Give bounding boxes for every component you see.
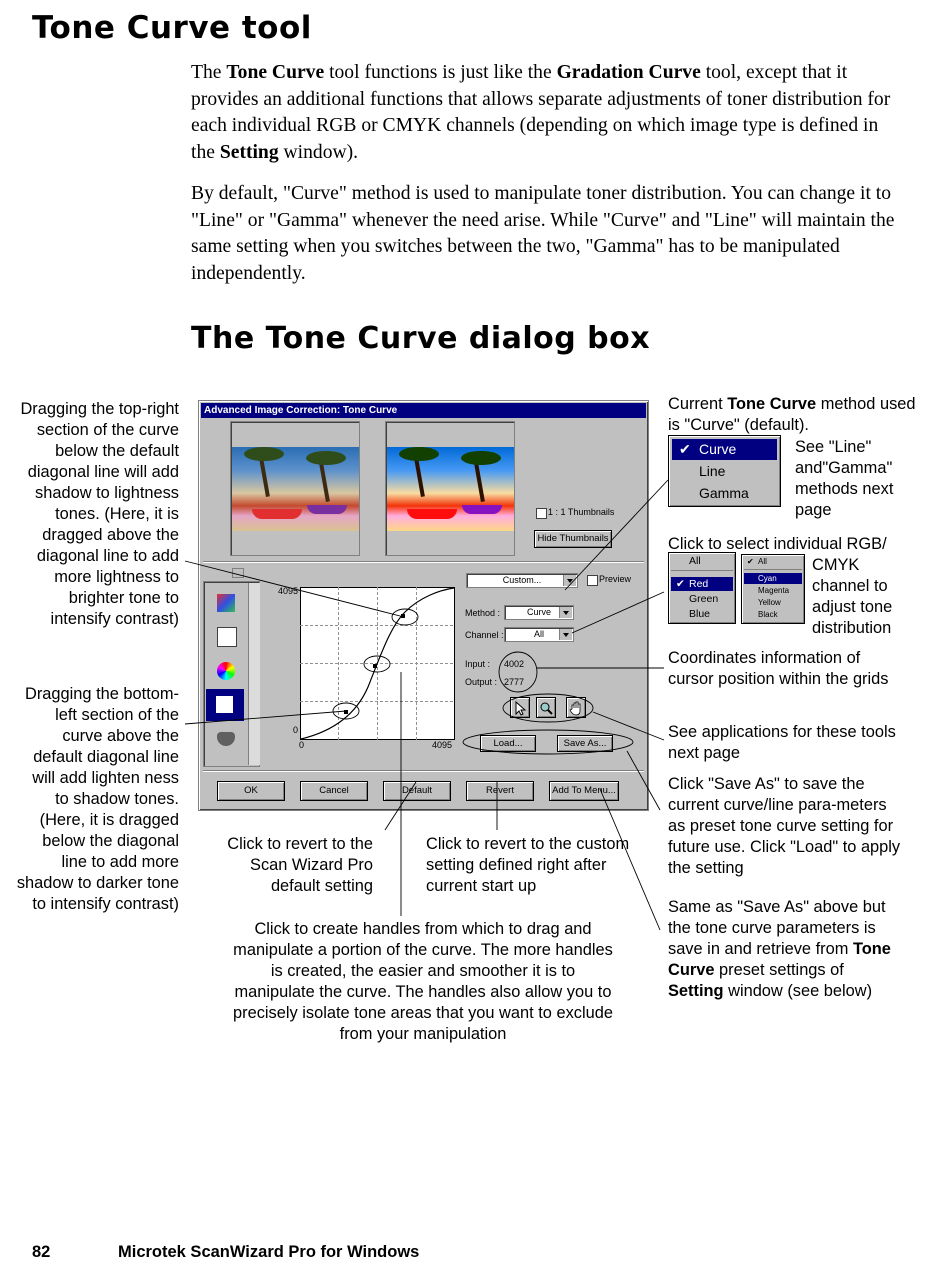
channel-select[interactable] bbox=[504, 627, 574, 642]
tool-strip bbox=[203, 581, 260, 767]
zoom-tool-button[interactable] bbox=[536, 697, 556, 718]
after-thumbnail-frame bbox=[385, 421, 515, 556]
divider bbox=[203, 561, 644, 562]
method-popup bbox=[668, 435, 781, 507]
annotation-other-methods: See "Line" and"Gamma" methods next page bbox=[795, 438, 894, 519]
strip-arrow-icon[interactable] bbox=[232, 568, 244, 578]
annotation-add-to-menu: Same as "Save As" above but the tone curve parameters is save in and retrieve from Tone Curve preset settings of Setting window (see below) bbox=[668, 898, 891, 1000]
axis-zero-y-label: 0 bbox=[293, 725, 299, 735]
annotation-tools: See applications for these tools next page bbox=[668, 723, 896, 762]
intro-paragraph: The Tone Curve tool functions is just like the Gradation Curve tool, except that it provides an additional functions that allows separate adjustments of toner distribution for each individual RGB or CMYK channels (depending on which image type is defined in the Setting window). bbox=[191, 62, 891, 163]
channel-option-red[interactable]: ✔ Red bbox=[671, 577, 733, 591]
tone-curve-dialog bbox=[198, 400, 649, 811]
tool-strip-scrollbar[interactable] bbox=[248, 583, 260, 765]
channel-label: Channel : bbox=[465, 630, 504, 640]
tone-curve-icon bbox=[216, 696, 233, 713]
channel-select-value: All bbox=[533, 629, 544, 639]
cmyk-option-black[interactable]: Black bbox=[758, 610, 778, 619]
checkmark-icon: ✔ bbox=[676, 578, 685, 590]
hand-icon bbox=[569, 701, 583, 716]
revert-button[interactable]: Revert bbox=[466, 781, 534, 801]
page-number: 82 bbox=[32, 1243, 51, 1261]
annotation-handles: Click to create handles from which to drag and manipulate a portion of the curve. The more handles is created, the easier and smoother it is to manipulate the curve. The handles also allow you to precisely isolate tone areas that you want to exclude from your manipulation bbox=[233, 920, 613, 1043]
before-thumbnail-image bbox=[232, 447, 359, 531]
annotation-channel-side: CMYK channel to adjust tone distribution bbox=[812, 556, 893, 637]
annotation-channel-head: Click to select individual RGB/ bbox=[668, 535, 887, 553]
annotation-bottom-left-drag: Dragging the bottom-left section of the curve above the default diagonal line will add lighten ness to shadow tones. (Here, it is dragged below the diagonal line to add more shadow to darker tone to intensify contrast) bbox=[16, 685, 179, 913]
popup-divider bbox=[671, 570, 733, 571]
after-thumbnail-image bbox=[387, 447, 514, 531]
pointer-icon bbox=[514, 701, 526, 716]
preview-label: Preview bbox=[599, 574, 632, 584]
preview-checkbox[interactable] bbox=[587, 575, 598, 586]
output-label: Output : bbox=[465, 677, 498, 687]
channel-popup-rgb bbox=[668, 552, 736, 624]
output-value: 2777 bbox=[504, 677, 525, 687]
axis-right-label: 4095 bbox=[432, 740, 453, 750]
channel-popup-cmyk bbox=[741, 554, 805, 624]
curve-handle-bottom bbox=[344, 710, 348, 714]
preset-combo-value: Custom... bbox=[502, 575, 542, 585]
cmyk-option-magenta[interactable]: Magenta bbox=[758, 586, 790, 595]
cancel-button[interactable]: Cancel bbox=[300, 781, 368, 801]
page-heading: Tone Curve tool bbox=[32, 10, 312, 46]
thumbnail-checkbox[interactable] bbox=[536, 508, 547, 519]
method-select-value: Curve bbox=[526, 607, 551, 617]
tone-curve-tool-selected[interactable] bbox=[206, 689, 244, 721]
hand-tool-button[interactable] bbox=[566, 697, 586, 718]
curve-handle-middle bbox=[373, 664, 377, 668]
method-option-line[interactable]: Line bbox=[699, 463, 726, 479]
dialog-title: Advanced Image Correction: Tone Curve bbox=[201, 403, 646, 418]
color-balance-icon[interactable] bbox=[217, 594, 235, 612]
input-value: 4002 bbox=[504, 659, 525, 669]
axis-zero-x-label: 0 bbox=[299, 740, 305, 750]
footer-title: Microtek ScanWizard Pro for Windows bbox=[118, 1243, 420, 1261]
section-heading: The Tone Curve dialog box bbox=[191, 321, 651, 356]
levels-icon[interactable] bbox=[217, 627, 237, 647]
popup-divider bbox=[744, 569, 802, 570]
method-paragraph: By default, "Curve" method is used to manipulate toner distribution. You can change it to "Line" or "Gamma" whenever the need arise. While "Curve" and "Line" will maintain the same setting when you switches between the two, "Gamma" has to be manipulated independently. bbox=[191, 183, 895, 284]
ok-button[interactable]: OK bbox=[217, 781, 285, 801]
axis-top-label: 4095 bbox=[278, 586, 299, 596]
before-thumbnail-frame bbox=[230, 421, 360, 556]
checkmark-icon: ✔ bbox=[679, 441, 691, 457]
cmyk-option-yellow[interactable]: Yellow bbox=[758, 598, 781, 607]
input-label: Input : bbox=[465, 659, 491, 669]
annotation-default-button: Click to revert to the Scan Wizard Pro default setting bbox=[227, 835, 373, 895]
method-label: Method : bbox=[465, 608, 501, 618]
annotation-save-as: Click "Save As" to save the current curve/line para-meters as preset tone curve setting for future use. Click "Load" to apply the setting bbox=[668, 775, 901, 877]
pointer-tool-button[interactable] bbox=[510, 697, 530, 718]
add-to-menu-button[interactable]: Add To Menu... bbox=[549, 781, 619, 801]
preset-combo[interactable] bbox=[466, 573, 578, 588]
method-option-curve[interactable]: ✔ Curve bbox=[672, 439, 777, 460]
tone-curve-graph[interactable] bbox=[300, 587, 455, 740]
hide-thumbnails-button[interactable]: Hide Thumbnails bbox=[534, 530, 612, 548]
channel-option-all[interactable]: All bbox=[689, 555, 701, 567]
default-button[interactable]: Default bbox=[383, 781, 451, 801]
channel-option-green[interactable]: Green bbox=[689, 593, 719, 605]
curve-handle-top bbox=[401, 614, 405, 618]
thumbnail-checkbox-label: 1 : 1 Thumbnails bbox=[548, 507, 615, 517]
annotation-current-method: Current Tone Curve method used is "Curve" (default). bbox=[668, 395, 916, 434]
annotation-coordinates: Coordinates information of cursor position within the grids bbox=[668, 649, 889, 688]
hue-wheel-icon[interactable] bbox=[217, 662, 235, 680]
method-select[interactable] bbox=[504, 605, 574, 620]
save-as-button[interactable]: Save As... bbox=[557, 735, 613, 752]
divider bbox=[203, 770, 644, 771]
method-option-gamma[interactable]: Gamma bbox=[699, 485, 749, 501]
cmyk-option-cyan[interactable]: Cyan bbox=[744, 573, 802, 584]
load-button[interactable]: Load... bbox=[480, 735, 536, 752]
cmyk-option-all[interactable]: ✔ All bbox=[747, 557, 767, 566]
filter-icon[interactable] bbox=[217, 732, 235, 746]
annotation-top-right-drag: Dragging the top-right section of the curve below the default diagonal line will add shadow to lightness tones. (Here, it is dragged above the diagonal line to add more lightness to brighter tone to intensify contrast) bbox=[20, 400, 179, 628]
channel-option-blue[interactable]: Blue bbox=[689, 608, 711, 620]
magnifier-icon bbox=[539, 701, 553, 716]
annotation-revert-button: Click to revert to the custom setting defined right after current start up bbox=[426, 835, 630, 895]
checkmark-icon: ✔ bbox=[747, 557, 754, 566]
